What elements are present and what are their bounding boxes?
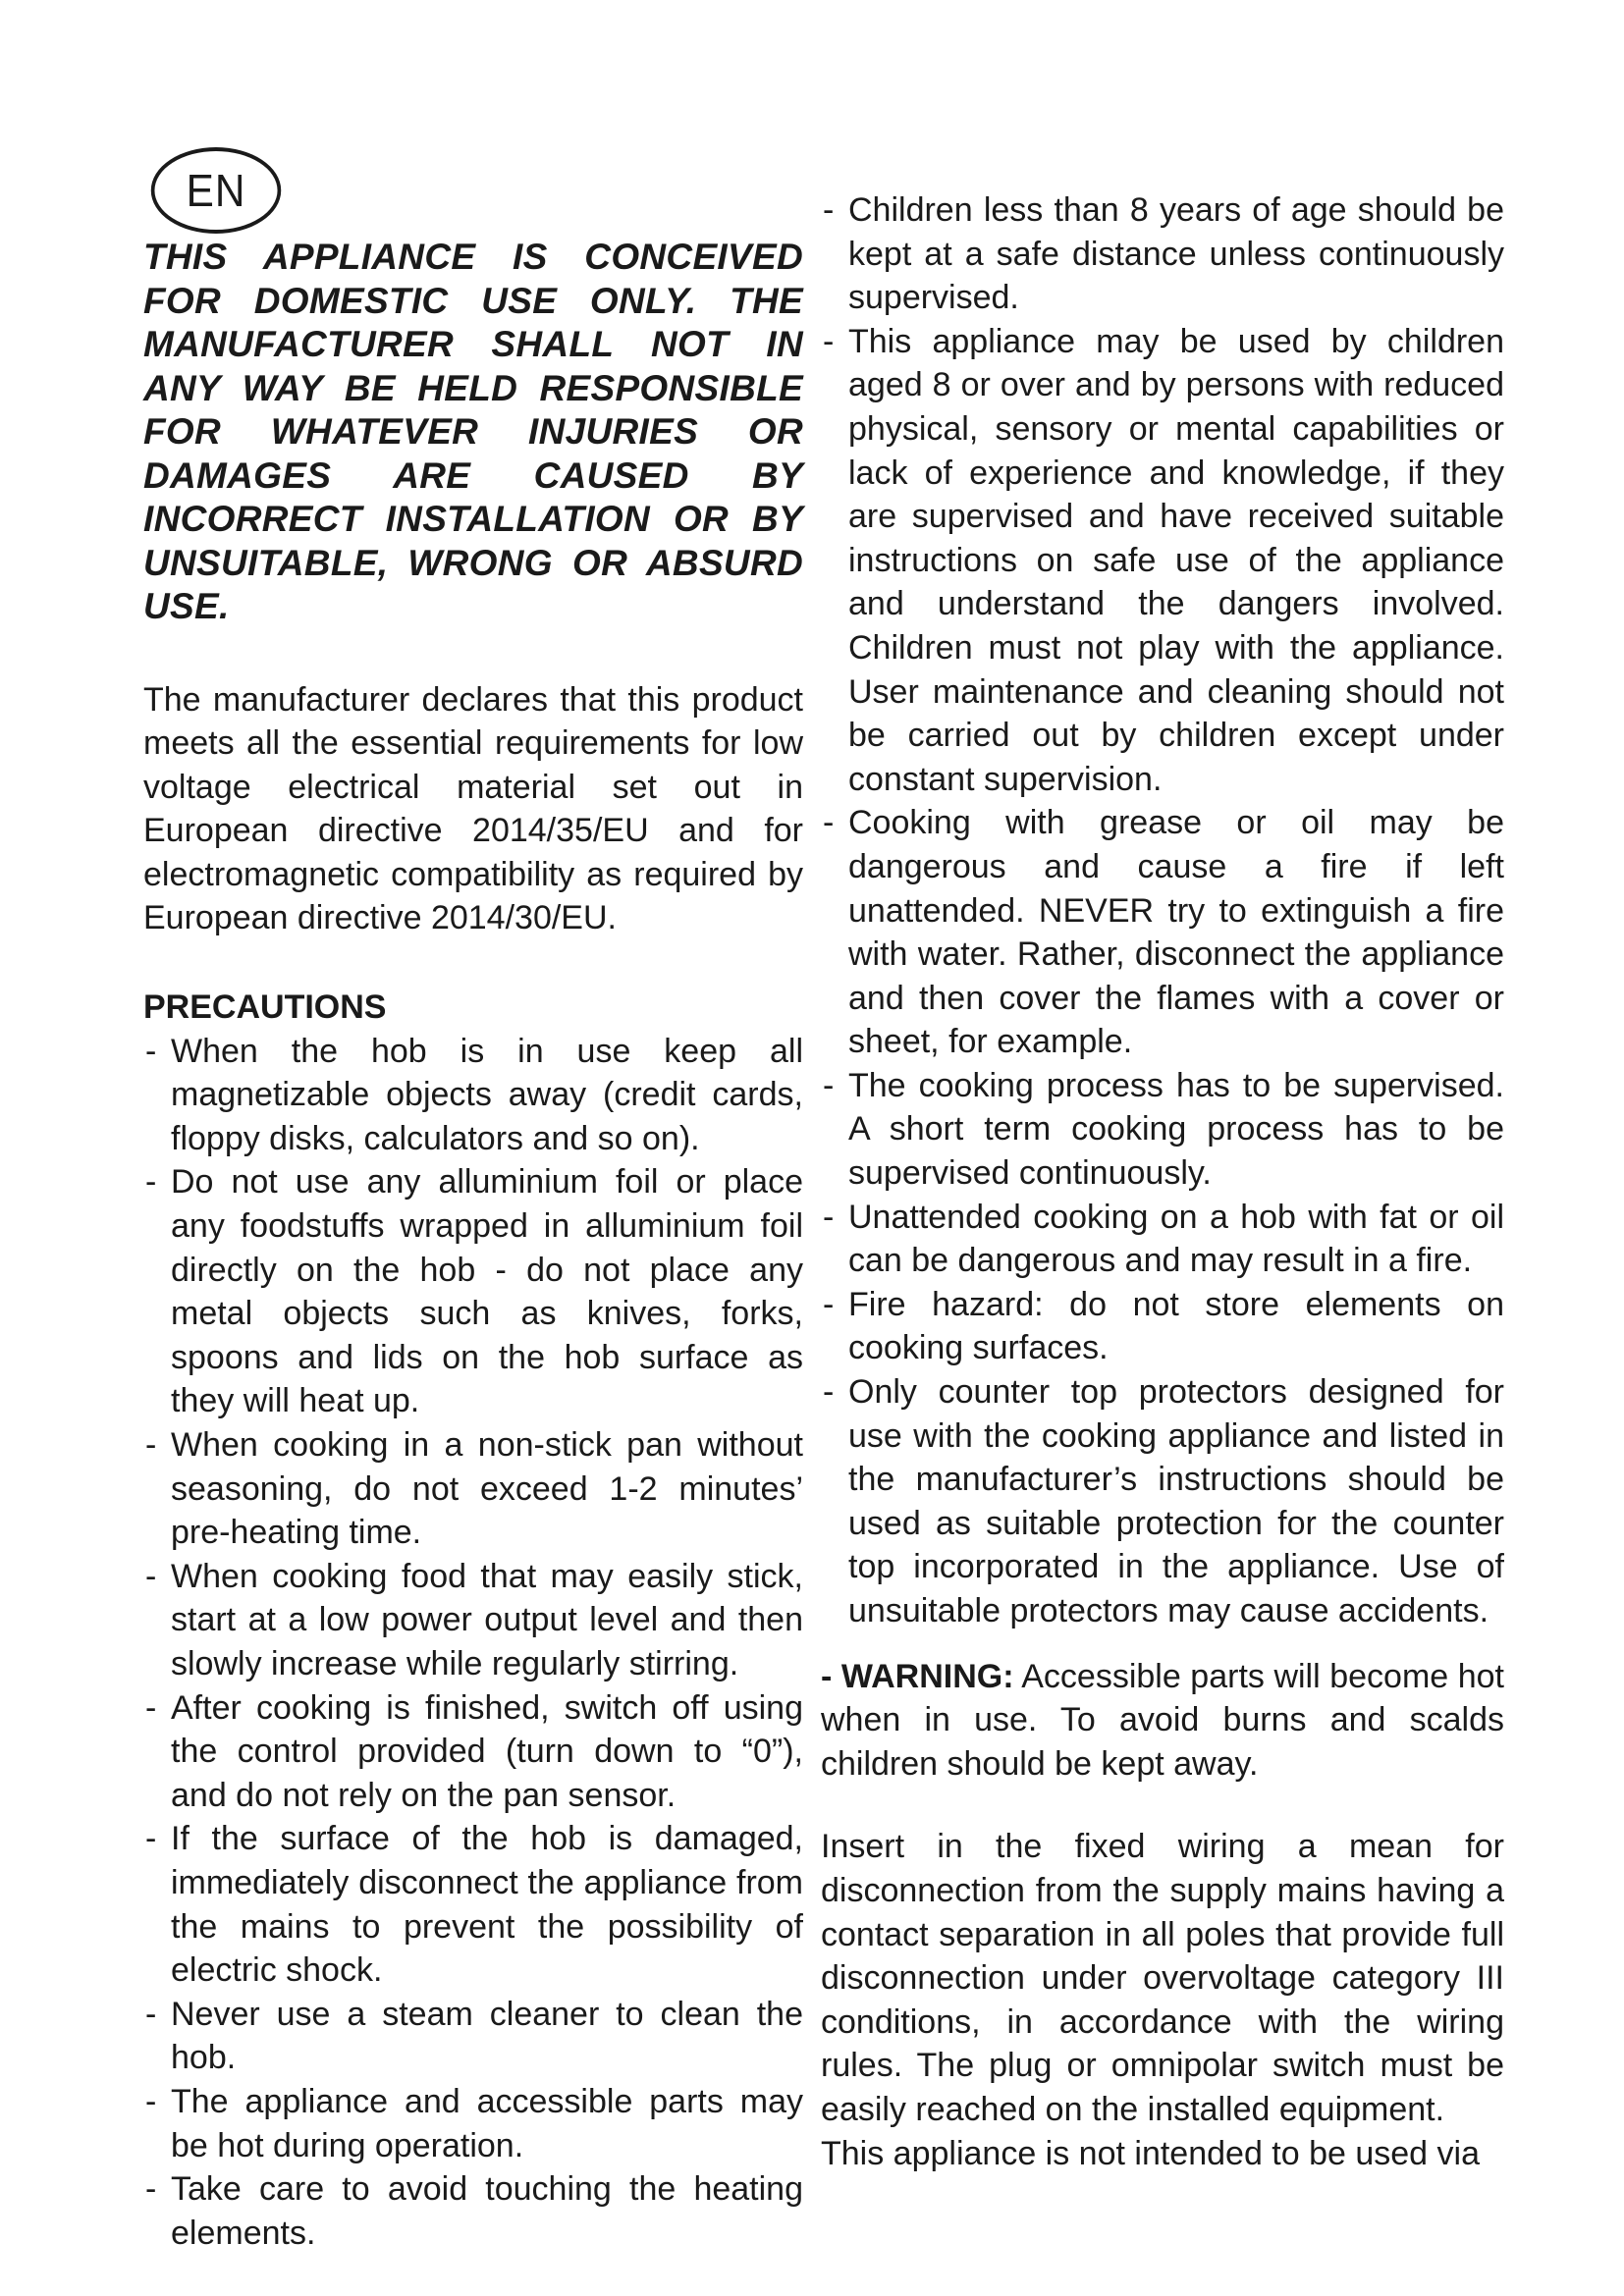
precautions-list-left — [143, 1030, 803, 2256]
list-item: - The cooking process has to be supervised. A short term cooking process has to be supervised continuously. — [821, 1064, 1504, 1196]
language-badge: EN — [151, 147, 281, 234]
list-item: - Only counter top protectors designed for use with the cooking appliance and listed in the manufacturer’s instructions should be used as suitable protection for the counter top incorporated in the appliance. Use of unsuitable protectors may cause accidents. — [821, 1370, 1504, 1633]
installation-paragraph: Insert in the fixed wiring a mean for disconnection from the supply mains having a contact separation in all poles that provide full disconnection under overvoltage category III conditions, in accordance with the wiring rules. The plug or omnipolar switch must be easily reached on the installed equipment. — [821, 1828, 1504, 2128]
list-item: - When cooking food that may easily stick, start at a low power output level and then slowly increase while regularly stirring. — [143, 1555, 803, 1686]
warning-paragraph — [821, 1655, 1504, 1787]
list-item: - When the hob is in use keep all magnetizable objects away (credit cards, floppy disks, calculators and so on). — [143, 1030, 803, 1161]
list-item: - After cooking is finished, switch off using the control provided (turn down to “0”), and do not rely on the pan sensor. — [143, 1686, 803, 1818]
warning-dash: - — [821, 1657, 833, 1695]
left-column — [143, 236, 803, 2255]
warning-text: Accessible parts will become hot when in use. To avoid burns and scalds children should be kept away. — [821, 1657, 1504, 1783]
precautions-heading: PRECAUTIONS — [143, 988, 387, 1027]
list-item: - Unattended cooking on a hob with fat or oil can be dangerous and may result in a fire. — [821, 1196, 1504, 1283]
list-item: - Cooking with grease or oil may be dangerous and cause a fire if left unattended. NEVER try to extinguish a fire with water. Rather, disconnect the appliance and then cover the flames with a cover or sheet, for example. — [821, 801, 1504, 1064]
warning-label: WARNING: — [840, 1657, 1014, 1695]
declaration: The manufacturer declares that this product meets all the essential requirements for low voltage electrical material set out in European directive 2014/35/EU and for electromagnetic compatibility as required by European directive 2014/30/EU. — [143, 680, 803, 937]
list-item: - Children less than 8 years of age should be kept at a safe distance unless continuously supervised. — [821, 188, 1504, 320]
disclaimer: THIS APPLIANCE IS CONCEIVED FOR DOMESTIC USE ONLY. THE MANUFACTURER SHALL NOT IN ANY WAY BE HELD RESPONSIBLE FOR WHATEVER INJURIES OR DAMAGES ARE CAUSED BY INCORRECT INSTALLATION OR BY UNSUITABLE, WRONG OR ABSURD USE. — [143, 237, 803, 626]
precautions-list-right — [821, 188, 1504, 1633]
list-item: - When cooking in a non-stick pan without seasoning, do not exceed 1-2 minutes’ pre-heating time. — [143, 1423, 803, 1555]
closing-paragraph: This appliance is not intended to be used via — [821, 2134, 1481, 2172]
list-item: - This appliance may be used by children aged 8 or over and by persons with reduced physical, sensory or mental capabilities or lack of experience and knowledge, if they are supervised and have received suitable instructions on safe use of the appliance and understand the dangers involved. Children must not play with the appliance. User maintenance and cleaning should not be carried out by children except under constant supervision. — [821, 320, 1504, 802]
right-column — [821, 188, 1504, 2175]
list-item: - Do not use any alluminium foil or place any foodstuffs wrapped in alluminium foil directly on the hob - do not place any metal objects such as knives, forks, spoons and lids on the hob surface as they will heat up. — [143, 1160, 803, 1423]
list-item: - If the surface of the hob is damaged, immediately disconnect the appliance from the mains to prevent the possibility of electric shock. — [143, 1817, 803, 1992]
list-item: - The appliance and accessible parts may be hot during operation. — [143, 2080, 803, 2167]
list-item: - Fire hazard: do not store elements on cooking surfaces. — [821, 1283, 1504, 1370]
list-item: - Never use a steam cleaner to clean the hob. — [143, 1993, 803, 2080]
list-item: - Take care to avoid touching the heating elements. — [143, 2167, 803, 2255]
